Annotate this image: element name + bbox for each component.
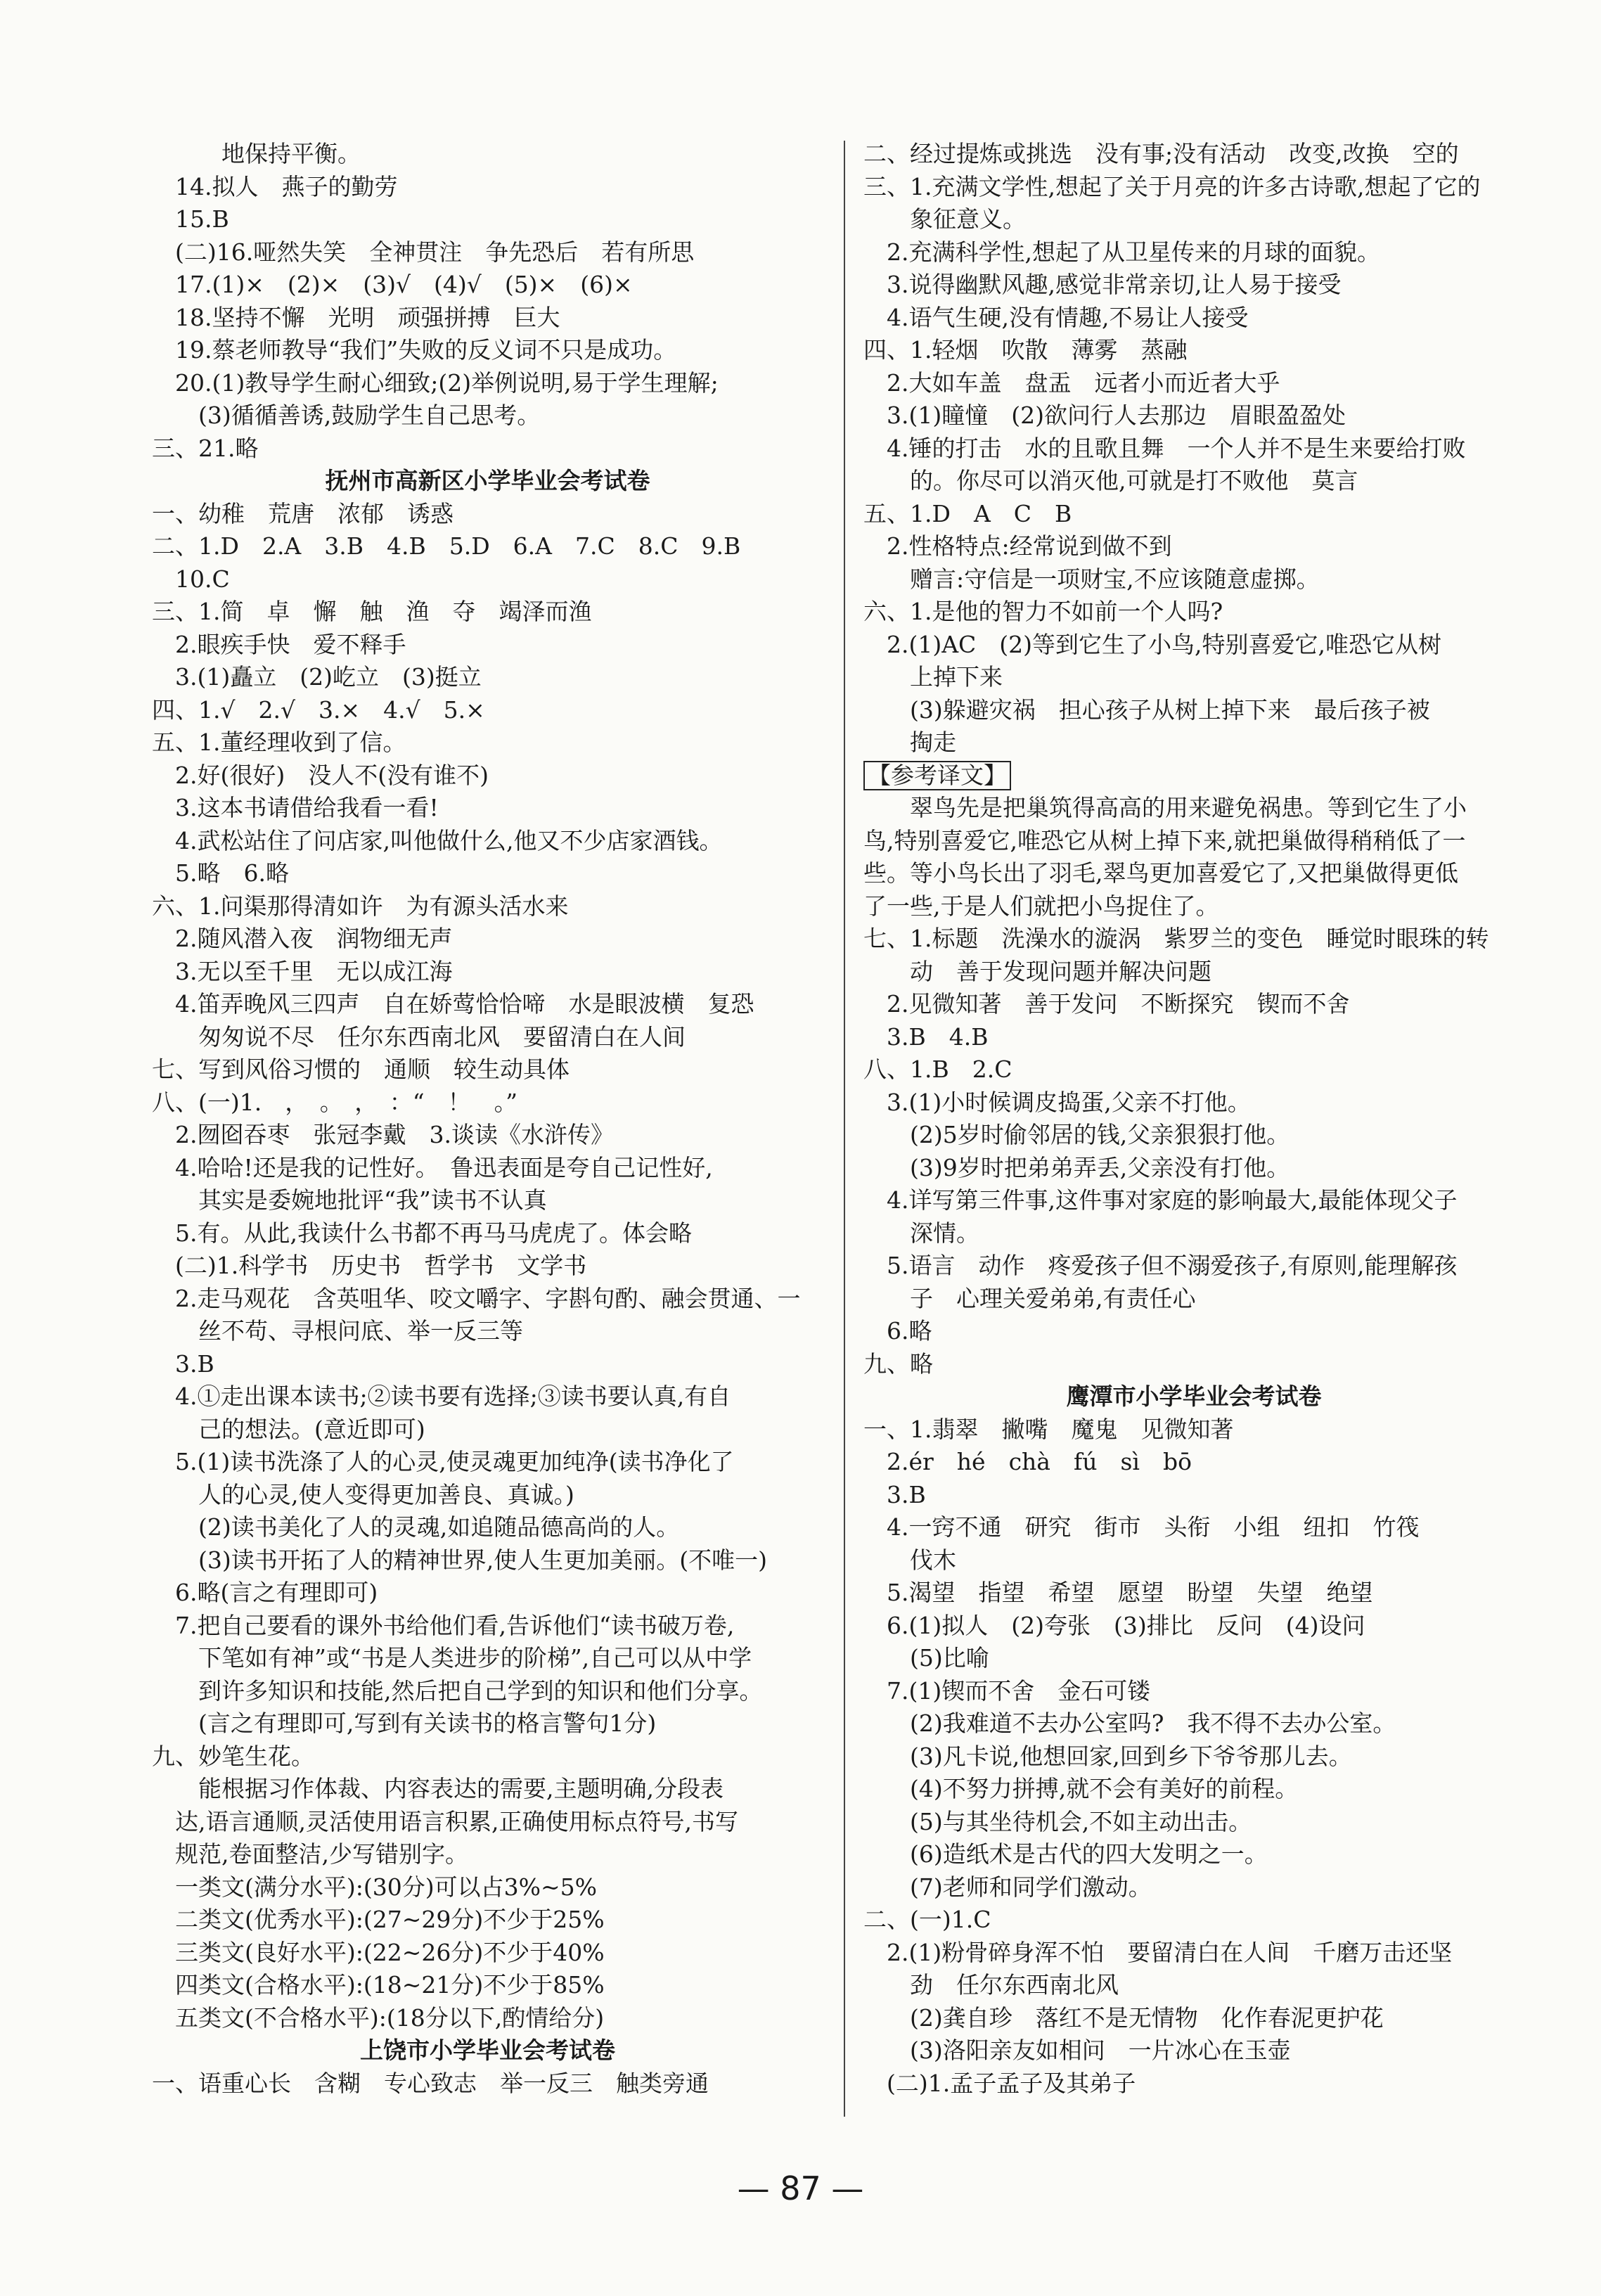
answer-line (863, 956, 1524, 989)
answer-line (152, 2002, 823, 2035)
answer-line (863, 1610, 1524, 1643)
line-text: (2)5岁时偷邻居的钱,父亲狠狠打他。 (910, 1121, 1290, 1148)
line-text: 5.(1)读书洗涤了人的心灵,使灵魂更加纯净(读书净化了 (175, 1448, 734, 1475)
line-text: 一、1.翡翠 撇嘴 魔鬼 见微知著 (863, 1415, 1234, 1443)
answer-line (152, 1250, 823, 1283)
line-text: 些。等小鸟长出了羽毛,翠鸟更加喜爱它了,又把巢做得更低 (863, 859, 1458, 887)
answer-line (863, 1184, 1524, 1217)
line-text: 赠言:守信是一项财宝,不应该随意虚掷。 (910, 565, 1320, 593)
line-text: 3.说得幽默风趣,感觉非常亲切,让人易于接受 (887, 271, 1342, 298)
answer-line (152, 269, 823, 302)
answer-line (152, 1937, 823, 1970)
answer-line (863, 1577, 1524, 1610)
answer-line (152, 1904, 823, 1937)
answer-line (152, 1838, 823, 1871)
answer-line (863, 269, 1524, 302)
line-text: 丝不苟、寻根问底、举一反三等 (198, 1317, 523, 1345)
line-text: 其实是委婉地批评“我”读书不认真 (198, 1186, 547, 1214)
line-text: 3.B 4.B (887, 1022, 989, 1051)
line-text: 6.略(言之有理即可) (175, 1579, 378, 1606)
answer-line (152, 1642, 823, 1675)
line-text: 2.见微知著 善于发问 不断探究 锲而不舍 (887, 990, 1350, 1018)
answer-line (863, 1315, 1524, 1348)
line-text: (二)1.孟子孟子及其弟子 (887, 2069, 1136, 2097)
answer-line (863, 367, 1524, 400)
line-text: 二、1.D 2.A 3.B 4.B 5.D 6.A 7.C 8.C 9.B (152, 532, 741, 560)
line-text: 2.大如车盖 盘盂 远者小而近者大乎 (887, 368, 1280, 397)
line-text: 能根据习作体裁、内容表达的需要,主题明确,分段表 (198, 1775, 724, 1802)
line-text: 四、1.轻烟 吹散 薄雾 蒸融 (863, 336, 1188, 364)
column-divider (844, 141, 845, 2117)
line-text: 15.B (175, 205, 229, 233)
line-text: (7)老师和同学们激动。 (910, 1873, 1152, 1901)
line-text: (4)不努力拼搏,就不会有美好的前程。 (910, 1775, 1299, 1802)
line-text: 八、(一)1. ， 。 ， ：“ ！ 。” (152, 1088, 517, 1116)
line-text: 3.无以至千里 无以成江海 (175, 957, 453, 985)
line-text: (言之有理即可,写到有关读书的格言警句1分) (198, 1710, 657, 1737)
answer-line (152, 923, 823, 956)
line-text: 九、妙笔生花。 (152, 1742, 314, 1770)
line-text: (2)龚自珍 落红不是无情物 化作春泥更护花 (910, 2003, 1384, 2032)
answer-line (863, 2034, 1524, 2067)
line-text: 到许多知识和技能,然后把自己学到的知识和他们分享。 (198, 1676, 763, 1705)
line-text: 六、1.是他的智力不如前一个人吗? (863, 598, 1223, 625)
answer-line (863, 1021, 1524, 1054)
answer-line (863, 1053, 1524, 1086)
answer-line (152, 1544, 823, 1577)
line-text: 八、1.B 2.C (863, 1056, 1012, 1083)
answer-line (152, 1053, 823, 1086)
line-text: 2.(1)AC (2)等到它生了小鸟,特别喜爱它,唯恐它从树 (887, 630, 1442, 658)
line-text: 5.渴望 指望 希望 愿望 盼望 失望 绝望 (887, 1579, 1373, 1606)
line-text: 3.(1)矗立 (2)屹立 (3)挺立 (175, 663, 482, 691)
answer-line (863, 498, 1524, 531)
answer-line (863, 1348, 1524, 1381)
line-text: (二)1.科学书 历史书 哲学书 文学书 (175, 1252, 587, 1279)
answer-line (152, 1707, 823, 1740)
answer-line (152, 367, 823, 400)
answer-line (152, 2067, 823, 2101)
answer-line (152, 1806, 823, 1839)
answer-line (863, 1446, 1524, 1479)
answer-line (152, 1675, 823, 1708)
line-text: 7.(1)锲而不舍 金石可镂 (887, 1676, 1151, 1705)
answer-line (863, 988, 1524, 1021)
answer-line (863, 203, 1524, 236)
answer-line (863, 138, 1524, 171)
answer-line (863, 171, 1524, 204)
line-text: 二、经过提炼或挑选 没有事;没有活动 改变,改换 空的 (863, 140, 1459, 167)
line-text: 象征意义。 (910, 205, 1026, 233)
line-text: 人的心灵,使人变得更加善良、真诚。) (198, 1480, 574, 1508)
answer-line (863, 530, 1524, 563)
line-text: 7.把自己要看的课外书给他们看,告诉他们“读书破万卷, (175, 1611, 735, 1639)
line-text: 地保持平衡。 (221, 140, 361, 167)
line-text: 2.性格特点:经常说到做不到 (887, 532, 1172, 560)
answer-line (863, 629, 1524, 662)
line-text: 四类文(合格水平):(18~21分)不少于85% (175, 1971, 605, 1999)
answer-line (863, 923, 1524, 956)
line-text: 的。你尽可以消灭他,可就是打不败他 莫言 (910, 467, 1358, 494)
answer-line (863, 1675, 1524, 1708)
right-column (863, 138, 1524, 2100)
answer-line (152, 1152, 823, 1185)
line-text: 18.坚持不懈 光明 顽强拼搏 巨大 (175, 303, 560, 331)
answer-line (863, 1806, 1524, 1839)
line-text: (3)读书开拓了人的精神世界,使人生更加美丽。(不唯一) (198, 1546, 767, 1574)
line-text: 子 心理关爱弟弟,有责任心 (910, 1284, 1196, 1312)
answer-line (152, 956, 823, 989)
answer-line (152, 1511, 823, 1544)
line-text: 上饶市小学毕业会考试卷 (360, 2037, 615, 2064)
answer-line (152, 1086, 823, 1120)
answer-line (863, 1937, 1524, 1970)
answer-line (152, 399, 823, 432)
line-text: 抚州市高新区小学毕业会考试卷 (325, 467, 650, 494)
answer-line (863, 694, 1524, 727)
line-text: 五、1.D A C B (863, 499, 1072, 527)
answer-line (152, 825, 823, 858)
answer-line (863, 399, 1524, 432)
answer-line (152, 1184, 823, 1217)
line-text: (6)造纸术是古代的四大发明之一。 (910, 1840, 1268, 1868)
page-number: — 87 — (737, 2169, 864, 2207)
line-text: 4.一窍不通 研究 街市 头衔 小组 纽扣 竹筏 (887, 1513, 1420, 1541)
line-text: 掏走 (910, 729, 956, 756)
line-text: 4.锤的打击 水的且歌且舞 一个人并不是生来要给打败 (887, 434, 1466, 462)
line-text: 3.B (887, 1480, 926, 1508)
line-text: 动 善于发现问题并解决问题 (910, 957, 1211, 985)
line-text: 鹰潭市小学毕业会考试卷 (1066, 1383, 1322, 1410)
line-text: 下笔如有神”或“书是人类进步的阶梯”,自己可以从中学 (198, 1644, 752, 1672)
line-text: 5.略 6.略 (175, 859, 289, 887)
line-text: 二类文(优秀水平):(27~29分)不少于25% (175, 1906, 605, 1933)
section-title (152, 2034, 823, 2067)
answer-line (152, 432, 823, 466)
line-text: 翠鸟先是把巢筑得高高的用来避免祸患。等到它生了小 (910, 794, 1467, 821)
line-text: 2.走马观花 含英咀华、咬文嚼字、字斟句酌、融会贯通、一 (175, 1284, 801, 1312)
answer-line (152, 138, 823, 171)
line-text: 5.有。从此,我读什么书都不再马马虎虎了。体会略 (175, 1219, 692, 1247)
line-text: 了一些,于是人们就把小鸟捉住了。 (863, 892, 1219, 920)
answer-line (152, 563, 823, 596)
line-text: 3.这本书请借给我看一看! (175, 794, 439, 821)
answer-line (863, 1544, 1524, 1577)
line-text: 6.略 (887, 1317, 932, 1345)
answer-line (863, 726, 1524, 759)
answer-line (863, 236, 1524, 269)
line-text: 2.眼疾手快 爱不释手 (175, 630, 406, 658)
answer-line (152, 302, 823, 335)
line-text: 规范,卷面整洁,少写错别字。 (175, 1840, 468, 1868)
answer-line (152, 1315, 823, 1348)
line-text: 17.(1)× (2)× (3)√ (4)√ (5)× (6)× (175, 271, 633, 298)
line-text: 六、1.问渠那得清如许 为有源头活水来 (152, 892, 569, 920)
answer-line (152, 334, 823, 367)
line-text: 二、(一)1.C (863, 1906, 991, 1933)
answer-line (863, 2067, 1524, 2101)
line-text: 19.蔡老师教导“我们”失败的反义词不只是成功。 (175, 336, 677, 364)
answer-line (863, 1152, 1524, 1185)
line-text: 三、21.略 (152, 434, 259, 462)
line-text: 6.(1)拟人 (2)夸张 (3)排比 反问 (4)设问 (887, 1611, 1365, 1639)
answer-line (863, 759, 1524, 793)
line-text: (3)躲避灾祸 担心孩子从树上掉下来 最后孩子被 (910, 695, 1430, 724)
line-text: 三类文(良好水平):(22~26分)不少于40% (175, 1938, 605, 1966)
line-text: 九、略 (863, 1349, 933, 1378)
answer-line (152, 1773, 823, 1806)
answer-line (863, 563, 1524, 596)
answer-line (152, 1871, 823, 1904)
left-column (152, 138, 823, 2100)
answer-line (863, 465, 1524, 498)
line-text: (二)16.哑然失笑 全神贯注 争先恐后 若有所思 (175, 238, 695, 266)
line-text: 2.充满科学性,想起了从卫星传来的月球的面貌。 (887, 238, 1380, 266)
answer-line (863, 1707, 1524, 1740)
line-text: 2.囫囵吞枣 张冠李戴 3.谈读《水浒传》 (175, 1121, 614, 1148)
answer-line (152, 1283, 823, 1316)
answer-line (863, 302, 1524, 335)
line-text: (2)读书美化了人的灵魂,如追随品德高尚的人。 (198, 1513, 680, 1541)
line-text: 4.笛弄晚风三四声 自在娇莺恰恰啼 水是眼波横 复恐 (175, 990, 754, 1018)
answer-line (152, 530, 823, 563)
answer-line (152, 203, 823, 236)
answer-line (152, 629, 823, 662)
line-text: 鸟,特别喜爱它,唯恐它从树上掉下来,就把巢做得稍稍低了一 (863, 826, 1466, 854)
line-text: (3)洛阳亲友如相问 一片冰心在玉壶 (910, 2037, 1291, 2064)
answer-line (152, 1577, 823, 1610)
answer-line (863, 857, 1524, 890)
line-text: 3.(1)小时候调皮捣蛋,父亲不打他。 (887, 1088, 1251, 1116)
answer-line (152, 661, 823, 694)
line-text: 一、语重心长 含糊 专心致志 举一反三 触类旁通 (152, 2069, 709, 2097)
answer-line (863, 792, 1524, 825)
answer-line (152, 1021, 823, 1054)
answer-line (152, 726, 823, 759)
line-text: 劲 任尔东西南北风 (910, 1971, 1119, 1999)
line-text: 伐木 (910, 1546, 956, 1574)
line-text: 上掉下来 (910, 663, 1003, 691)
answer-line (863, 1217, 1524, 1250)
answer-line (863, 1969, 1524, 2002)
line-text: 14.拟人 燕子的勤劳 (175, 172, 398, 200)
line-text: 一、幼稚 荒唐 浓郁 诱惑 (152, 499, 454, 527)
answer-line (863, 1086, 1524, 1120)
answer-line (152, 1479, 823, 1512)
answer-line (152, 890, 823, 923)
line-text: 四、1.√ 2.√ 3.× 4.√ 5.× (152, 695, 485, 724)
line-text: 4.哈哈!还是我的记性好。 鲁迅表面是夸自己记性好, (175, 1153, 713, 1181)
answer-line (863, 1119, 1524, 1152)
line-text: 4.语气生硬,没有情趣,不易让人接受 (887, 303, 1249, 331)
section-title (152, 465, 823, 498)
answer-line (152, 988, 823, 1021)
answer-line (863, 1838, 1524, 1871)
line-text: 五、1.董经理收到了信。 (152, 729, 406, 756)
answer-line (152, 759, 823, 793)
answer-line (863, 1413, 1524, 1447)
answer-line (863, 1642, 1524, 1675)
answer-line (863, 1871, 1524, 1904)
line-text: 己的想法。(意近即可) (198, 1415, 425, 1443)
line-text: 4.①走出课本读书;②读书要有选择;③读书要认真,有自 (175, 1383, 731, 1410)
line-text: (5)与其坐待机会,不如主动出击。 (910, 1807, 1252, 1835)
answer-line (152, 857, 823, 890)
answer-line (863, 1479, 1524, 1512)
answer-line (152, 236, 823, 269)
line-text: (5)比喻 (910, 1644, 989, 1672)
answer-line (152, 694, 823, 727)
answer-line (152, 1446, 823, 1479)
line-text: 5.语言 动作 疼爱孩子但不溺爱孩子,有原则,能理解孩 (887, 1252, 1458, 1279)
line-text: 2.ér hé chà fú sì bō (887, 1448, 1192, 1475)
line-text: 三、1.充满文学性,想起了关于月亮的许多古诗歌,想起了它的 (863, 172, 1481, 200)
answer-line (863, 1250, 1524, 1283)
answer-line (152, 1380, 823, 1413)
answer-line (152, 1610, 823, 1643)
line-text: 2.随风潜入夜 润物细无声 (175, 925, 453, 952)
line-text: 七、写到风俗习惯的 通顺 较生动具体 (152, 1056, 570, 1083)
line-text: 达,语言通顺,灵活使用语言积累,正确使用标点符号,书写 (175, 1807, 738, 1835)
answer-line (863, 1283, 1524, 1316)
answer-line (863, 1904, 1524, 1937)
answer-line (863, 825, 1524, 858)
line-text: 一类文(满分水平):(30分)可以占3%~5% (175, 1873, 597, 1901)
answer-line (863, 890, 1524, 923)
answer-line (863, 1511, 1524, 1544)
section-title (863, 1380, 1524, 1413)
line-text: 4.详写第三件事,这件事对家庭的影响最大,最能体现父子 (887, 1186, 1458, 1214)
reference-translation-heading: 【参考译文】 (863, 761, 1011, 790)
answer-line (152, 1217, 823, 1250)
line-text: 匆匆说不尽 任尔东西南北风 要留清白在人间 (198, 1022, 686, 1051)
line-text: 五类文(不合格水平):(18分以下,酌情给分) (175, 2003, 605, 2032)
answer-line (152, 792, 823, 825)
line-text: 2.好(很好) 没人不(没有谁不) (175, 761, 489, 789)
line-text: 三、1.简 卓 懈 触 渔 夺 竭泽而渔 (152, 598, 592, 625)
line-text: 4.武松站住了问店家,叫他做什么,他又不少店家酒钱。 (175, 826, 723, 854)
line-text: (2)我难道不去办公室吗? 我不得不去办公室。 (910, 1710, 1396, 1737)
answer-line (863, 661, 1524, 694)
line-text: 10.C (175, 565, 230, 593)
line-text: 3.(1)瞳憧 (2)欲问行人去那边 眉眼盈盈处 (887, 402, 1346, 429)
answer-line (863, 596, 1524, 629)
line-text: (3)循循善诱,鼓励学生自己思考。 (198, 402, 541, 429)
line-text: 七、1.标题 洗澡水的漩涡 紫罗兰的变色 睡觉时眼珠的转 (863, 925, 1489, 952)
answer-line (863, 2002, 1524, 2035)
line-text: 20.(1)教导学生耐心细致;(2)举例说明,易于学生理解; (175, 368, 719, 397)
line-text: (3)9岁时把弟弟弄丢,父亲没有打他。 (910, 1153, 1290, 1181)
answer-line (152, 1119, 823, 1152)
line-text: 深情。 (910, 1219, 979, 1247)
line-text: 3.B (175, 1349, 214, 1378)
answer-line (863, 1773, 1524, 1806)
line-text: 2.(1)粉骨碎身浑不怕 要留清白在人间 千磨万击还坚 (887, 1938, 1453, 1966)
answer-line (863, 334, 1524, 367)
answer-line (152, 1413, 823, 1447)
answer-line (863, 1740, 1524, 1774)
answer-line (863, 432, 1524, 466)
line-text: (3)凡卡说,他想回家,回到乡下爷爷那儿去。 (910, 1742, 1352, 1770)
answer-line (152, 1348, 823, 1381)
answer-line (152, 498, 823, 531)
answer-line (152, 171, 823, 204)
answer-line (152, 1740, 823, 1774)
answer-line (152, 1969, 823, 2002)
answer-line (152, 596, 823, 629)
